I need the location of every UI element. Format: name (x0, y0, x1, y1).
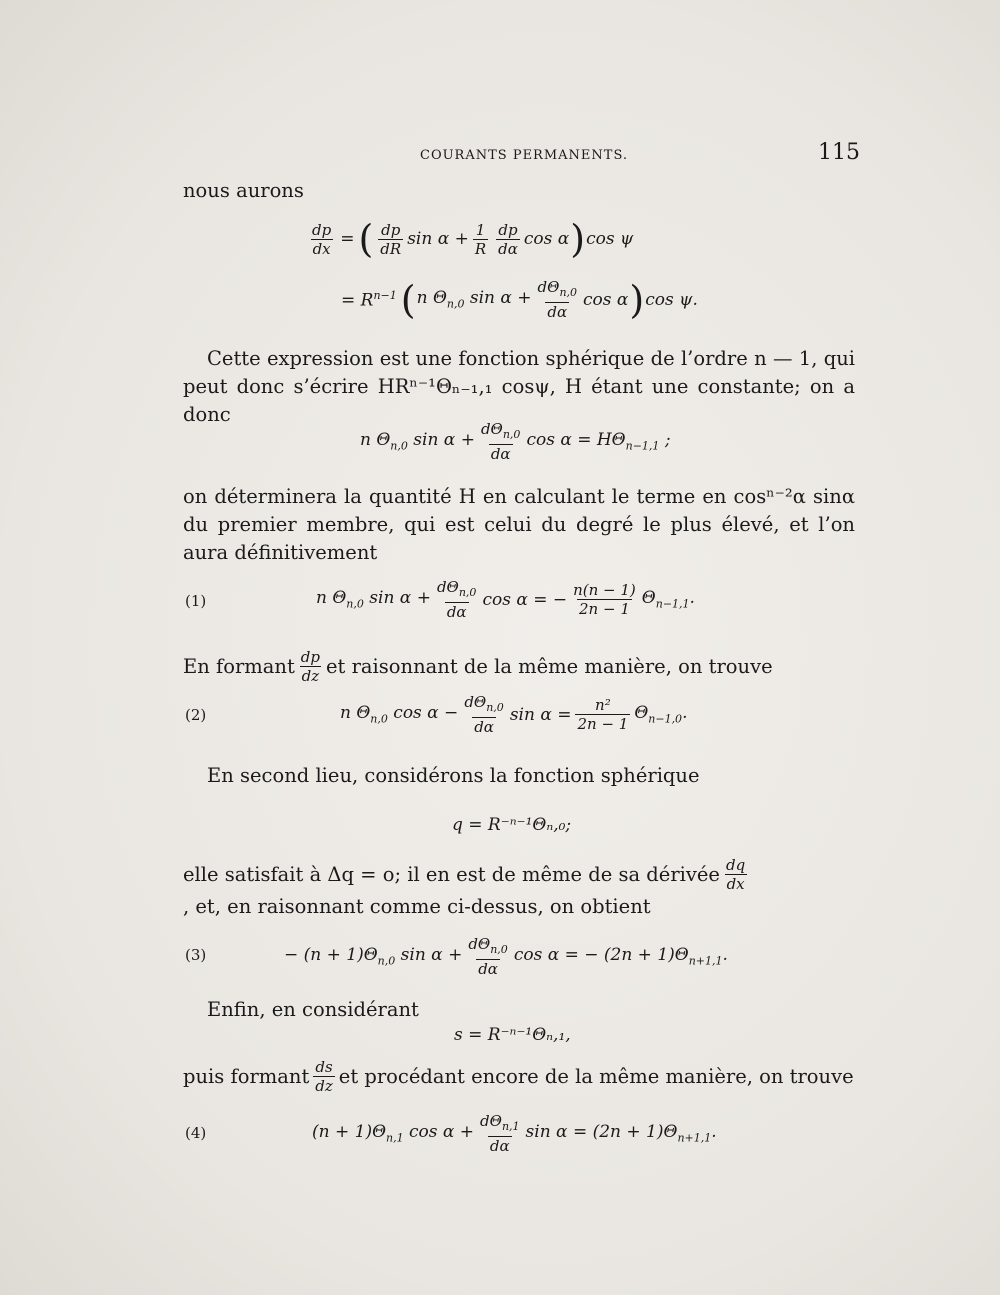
paragraph-4 (183, 648, 855, 685)
equation-2: = $R^{n-1}$ ( n $\Theta_{n,0}$ sin α + $\frac{d\Theta_{n,0}}{d\alpha}$ cos α ) cos ψ. (341, 277, 698, 322)
paragraph-4-end: et raisonnant de la même manière, on trouve (326, 654, 773, 678)
paragraph-1: nous aurons (183, 179, 304, 202)
paragraph-8-start: puis formant (183, 1064, 310, 1088)
running-title: COURANTS PERMANENTS. (420, 148, 629, 163)
equation-label-2: (2) (185, 706, 207, 724)
equation-4: n $\Theta_{n,0}$ sin α + $\frac{d\Theta_{n,0}}{d\alpha}$ cos α = − $\frac{n(n - 1)}{2n - 1}$ $\Theta_{n-1,1}$. (316, 578, 695, 621)
paragraph-6-end: , et, en raisonnant comme ci-dessus, on obtient (183, 895, 651, 918)
paragraph-7: Enfin, en considérant (207, 998, 419, 1021)
equation-label-1: (1) (185, 592, 207, 610)
equation-label-4: (4) (185, 1124, 207, 1142)
equation-3: n $\Theta_{n,0}$ sin α + $\frac{d\Theta_{n,0}}{d\alpha}$ $\cos \alpha = H\Theta_{n-1,1}$ ; (360, 420, 671, 463)
paragraph-8-end: et procédant encore de la même manière, on trouve (338, 1064, 854, 1088)
equation-1: $\frac{dp}{dx}$ = ( $\frac{dp}{dR}$ sin α + $\frac{1}{R}$ $\frac{dp}{d\alpha}$ cos α ) cos ψ (312, 217, 634, 261)
paragraph-6 (183, 856, 855, 921)
paragraph-3: on déterminera la quantité H en calculant le terme en cosⁿ⁻²α sinα du premier membre, qui est celui du degré le plus élevé, et l’on aura définitivement (183, 485, 855, 564)
page-number: 115 (818, 140, 860, 165)
equation-5: n $\Theta_{n,0}$ cos α − $\frac{d\Theta_{n,0}}{d\alpha}$ sin α = $\frac{\text{n²}}{2n - 1}$ $\Theta_{n-1,0}$. (340, 693, 688, 736)
equation-9: $(n + 1)\Theta_{n,1}$ cos α + $\frac{d\Theta_{n,1}}{d\alpha}$ $\sin \alpha = (2n + 1)\Theta_{n+1,1}$. (312, 1112, 717, 1155)
equation-7: − $(n + 1)\Theta_{n,0}$ sin α + $\frac{d\Theta_{n,0}}{d\alpha}$ cos α = − $(2n + 1)\Theta_{n+1,1}$. (284, 935, 728, 978)
equation-label-3: (3) (185, 946, 207, 964)
paragraph-2: Cette expression est une fonction sphérique de l’ordre n — 1, qui peut donc s’écrire HRⁿ⁻¹Θₙ₋₁,₁ cosψ, H étant une constante; on a donc (183, 347, 855, 426)
fraction-dp-dz: $\frac{dp}{dz}$ (300, 648, 321, 685)
paragraph-6-start: elle satisfait à Δq = o; il en est de même de sa dérivée (183, 862, 720, 886)
equation-6: q = R⁻ⁿ⁻¹Θₙ,₀; (452, 815, 572, 835)
equation-8: s = R⁻ⁿ⁻¹Θₙ,₁, (454, 1025, 571, 1045)
fraction-dq-dx: $\frac{dq}{dx}$ (725, 856, 746, 893)
fraction-ds-dz: $\frac{ds}{dz}$ (315, 1058, 333, 1095)
paragraph-8 (183, 1058, 855, 1095)
paragraph-4-start: En formant (183, 654, 295, 678)
paragraph-5: En second lieu, considérons la fonction sphérique (207, 764, 700, 787)
